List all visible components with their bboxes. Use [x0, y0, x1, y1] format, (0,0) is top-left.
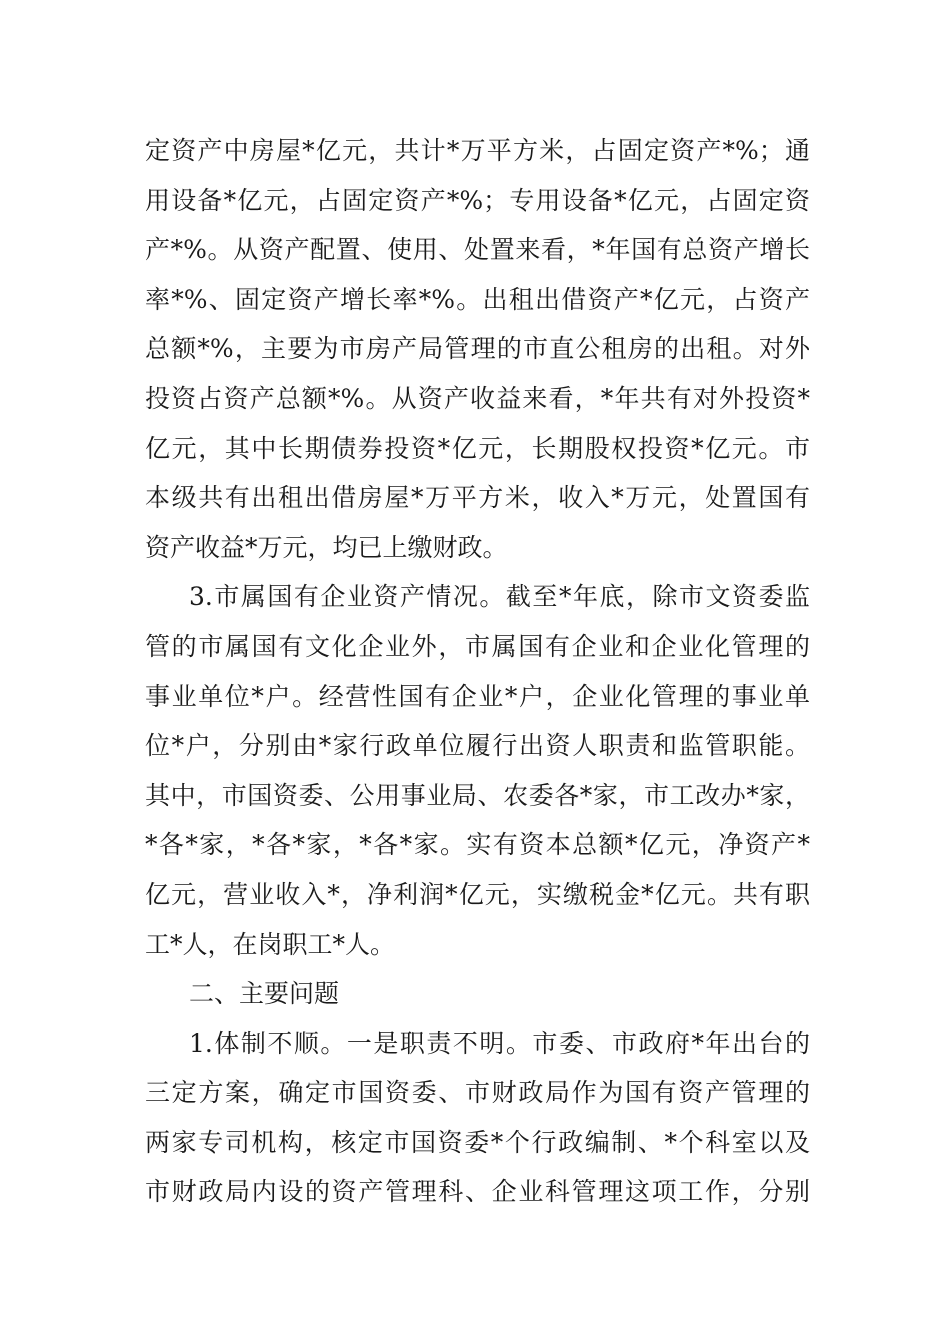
text-line: 本级共有出租出借房屋*万平方米，收入*万元，处置国有	[145, 483, 810, 513]
text-line: 亿元，其中长期债券投资*亿元，长期股权投资*亿元。市	[145, 433, 810, 463]
text-line: 率*%、固定资产增长率*%。出租出借资产*亿元，占资产	[145, 284, 810, 314]
text-line: 产*%。从资产配置、使用、处置来看，*年国有总资产增长	[145, 235, 810, 265]
text-line: 总额*%，主要为市房产局管理的市直公租房的出租。对外	[145, 334, 810, 364]
text-line: 定资产中房屋*亿元，共计*万平方米，占固定资产*%；通	[145, 136, 810, 165]
text-line: 3.市属国有企业资产情况。截至*年底，除市文资委监	[189, 582, 810, 612]
text-line: 事业单位*户。经营性国有企业*户，企业化管理的事业单	[145, 681, 810, 711]
text-line: 1.体制不顺。一是职责不明。市委、市政府*年出台的	[189, 1028, 810, 1058]
text-line: 市财政局内设的资产管理科、企业科管理这项工作，分别	[145, 1177, 810, 1207]
text-line: 亿元，营业收入*，净利润*亿元，实缴税金*亿元。共有职	[145, 879, 810, 909]
text-line: 资产收益*万元，均已上缴财政。	[145, 532, 508, 562]
section-heading: 二、主要问题	[189, 979, 340, 1009]
text-line: 管的市属国有文化企业外，市属国有企业和企业化管理的	[145, 631, 810, 661]
text-line: 三定方案，确定市国资委、市财政局作为国有资产管理的	[145, 1078, 810, 1108]
text-line: 其中，市国资委、公用事业局、农委各*家，市工改办*家，	[145, 780, 810, 810]
text-line: 两家专司机构，核定市国资委*个行政编制、*个科室以及	[145, 1127, 810, 1157]
text-line: 投资占资产总额*%。从资产收益来看，*年共有对外投资*	[145, 383, 810, 413]
text-line: 位*户，分别由*家行政单位履行出资人职责和监管职能。	[145, 731, 810, 761]
text-line: *各*家，*各*家，*各*家。实有资本总额*亿元，净资产*	[145, 830, 810, 860]
text-line: 工*人，在岗职工*人。	[145, 929, 396, 959]
body-text	[145, 126, 810, 1217]
text-line: 用设备*亿元，占固定资产*%；专用设备*亿元，占固定资	[145, 185, 810, 215]
